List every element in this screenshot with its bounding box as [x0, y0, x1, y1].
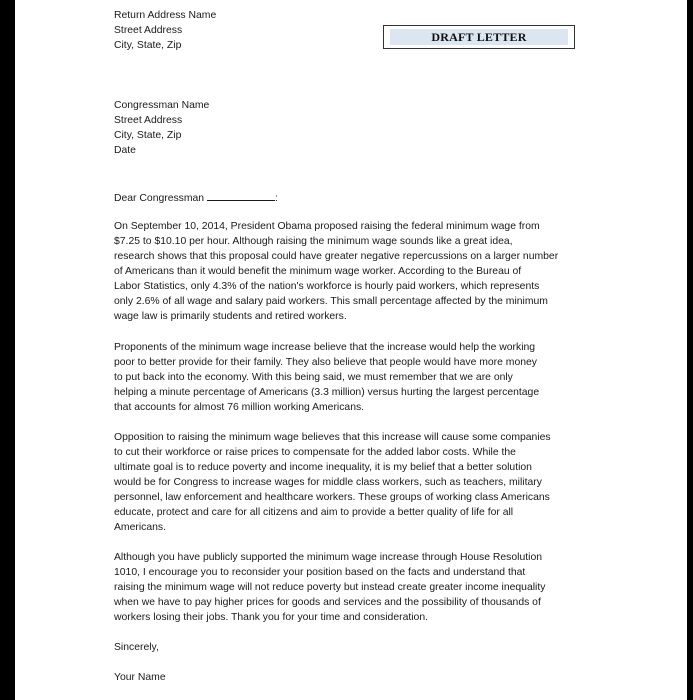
paragraph-line: wage law is primarily students and retired workers.: [114, 311, 347, 322]
salutation-prefix: Dear Congressman: [114, 193, 205, 204]
salutation: [114, 189, 278, 206]
paragraph-4: [114, 550, 604, 625]
paragraph-line: poor to better provide for their family. They also believe that people would have more money: [114, 357, 537, 368]
paragraph-2: [114, 340, 604, 415]
paragraph-line: educate, protect and care for all citizens and aim to provide a better quality of life for all: [114, 507, 514, 518]
return-address-street: Street Address: [114, 25, 183, 36]
paragraph-line: 1010, I encourage you to reconsider your position based on the facts and understand that: [114, 567, 526, 578]
recipient-city: City, State, Zip: [114, 130, 182, 141]
paragraph-line: Although you have publicly supported the minimum wage increase through House Resolution: [114, 552, 542, 563]
salutation-colon: :: [274, 193, 278, 204]
paragraph-line: Opposition to raising the minimum wage believes that this increase will cause some companies: [114, 432, 551, 443]
paragraph-line: workers losing their jobs. Thank you for your time and consideration.: [114, 612, 428, 623]
draft-letter-box: [383, 25, 575, 49]
paragraph-line: when we have to pay higher prices for goods and services and the possibility of thousands of: [114, 597, 541, 608]
recipient-address-block: [114, 98, 209, 158]
paragraph-line: raising the minimum wage will not reduce poverty but instead create greater income inequality: [114, 582, 546, 593]
paragraph-3: [114, 430, 604, 535]
return-address-city: City, State, Zip: [114, 40, 182, 51]
signature-name: Your Name: [114, 672, 166, 683]
letter-page: [15, 0, 687, 700]
paragraph-line: Proponents of the minimum wage increase believe that the increase would help the working: [114, 342, 536, 353]
paragraph-line: Labor Statistics, only 4.3% of the nation's workforce is hourly paid workers, which represents: [114, 281, 540, 292]
recipient-street: Street Address: [114, 115, 183, 126]
paragraph-line: would be for Congress to increase wages for middle class workers, such as teachers, military: [114, 477, 542, 488]
draft-letter-label: DRAFT LETTER: [390, 29, 568, 45]
paragraph-line: research shows that this proposal could have greater negative repercussions on a larger number: [114, 251, 559, 262]
closing: Sincerely,: [114, 642, 159, 653]
return-address-block: [114, 8, 216, 53]
paragraph-line: only 2.6% of all wage and salary paid workers. This small percentage affected by the minimum: [114, 296, 548, 307]
paragraph-line: $7.25 to $10.10 per hour. Although raising the minimum wage sounds like a great idea,: [114, 236, 513, 247]
paragraph-line: to put back into the economy. With this being said, we must remember that we are only: [114, 372, 513, 383]
letter-date: Date: [114, 145, 136, 156]
paragraph-line: helping a minute percentage of Americans (3.3 million) versus hurting the largest percentage: [114, 387, 540, 398]
paragraph-line: Americans.: [114, 522, 166, 533]
paragraph-line: On September 10, 2014, President Obama proposed raising the federal minimum wage from: [114, 221, 540, 232]
paragraph-line: that accounts for almost 76 million working Americans.: [114, 402, 365, 413]
paragraph-1: [114, 219, 604, 324]
paragraph-line: personnel, law enforcement and healthcare workers. These groups of working class Americans: [114, 492, 550, 503]
paragraph-line: of Americans than it would benefit the minimum wage worker. According to the Bureau of: [114, 266, 522, 277]
paragraph-line: to cut their workforce or raise prices to compensate for the added labor costs. While the: [114, 447, 516, 458]
paragraph-line: ultimate goal is to reduce poverty and income inequality, it is my belief that a better solution: [114, 462, 532, 473]
return-address-name: Return Address Name: [114, 10, 217, 21]
name-blank-line: [207, 189, 275, 201]
recipient-name: Congressman Name: [114, 100, 210, 111]
